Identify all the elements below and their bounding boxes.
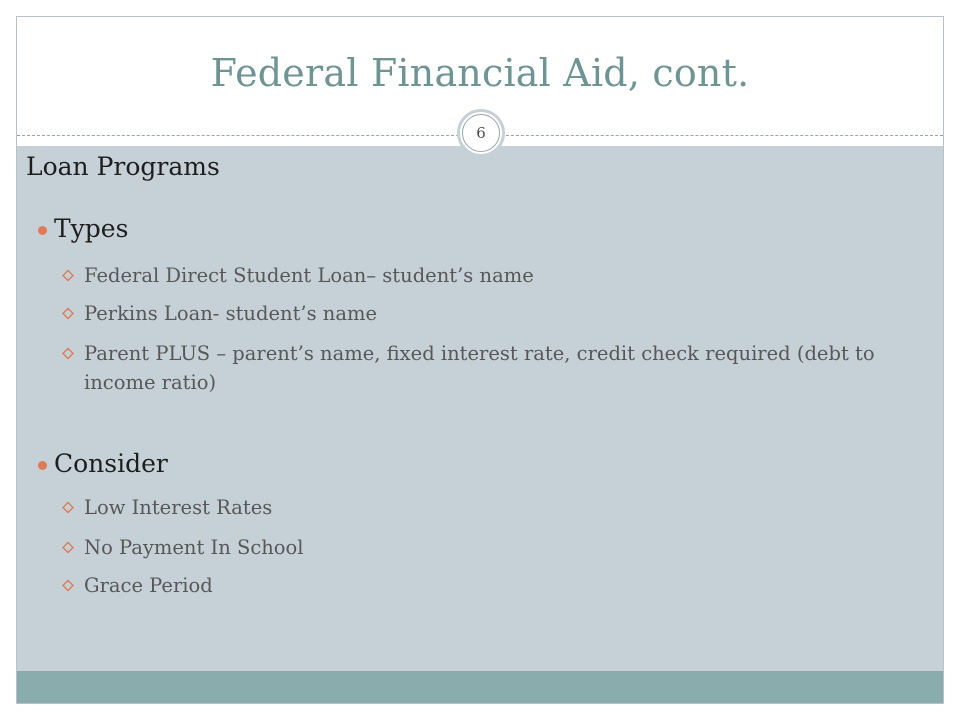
diamond-bullet-icon [58, 299, 76, 328]
bullet-consider-label: Consider [54, 449, 168, 478]
bullet-consider [54, 449, 168, 478]
diamond-bullet-icon [58, 339, 76, 368]
diamond-bullet-icon [58, 261, 76, 290]
sub-bullet-text: Parent PLUS – parent’s name, fixed interest rate, credit check required (debt to income ratio) [84, 342, 875, 394]
footer-band [17, 671, 943, 703]
sub-bullet [84, 533, 884, 562]
bullet-types-label: Types [54, 214, 129, 243]
bullet-types [54, 214, 128, 243]
bullet-dot-icon [38, 226, 47, 235]
sub-bullet-text: Grace Period [84, 574, 213, 597]
sub-bullet [84, 339, 884, 397]
bullet-dot-icon [38, 461, 47, 470]
diamond-bullet-icon [58, 571, 76, 600]
sub-bullet [84, 261, 884, 290]
slide-title: Federal Financial Aid, cont. [210, 51, 750, 95]
page-number-badge [457, 109, 505, 157]
sub-bullet [84, 299, 884, 328]
section-heading: Loan Programs [26, 152, 220, 181]
sub-bullet-text: No Payment In School [84, 536, 304, 559]
diamond-bullet-icon [58, 533, 76, 562]
sub-bullet-text: Perkins Loan- student’s name [84, 302, 378, 325]
sub-bullet [84, 493, 884, 522]
sub-bullet [84, 571, 884, 600]
page-number: 6 [462, 114, 500, 152]
sub-bullet-text: Federal Direct Student Loan– student’s name [84, 264, 534, 287]
diamond-bullet-icon [58, 493, 76, 522]
sub-bullet-text: Low Interest Rates [84, 496, 273, 519]
